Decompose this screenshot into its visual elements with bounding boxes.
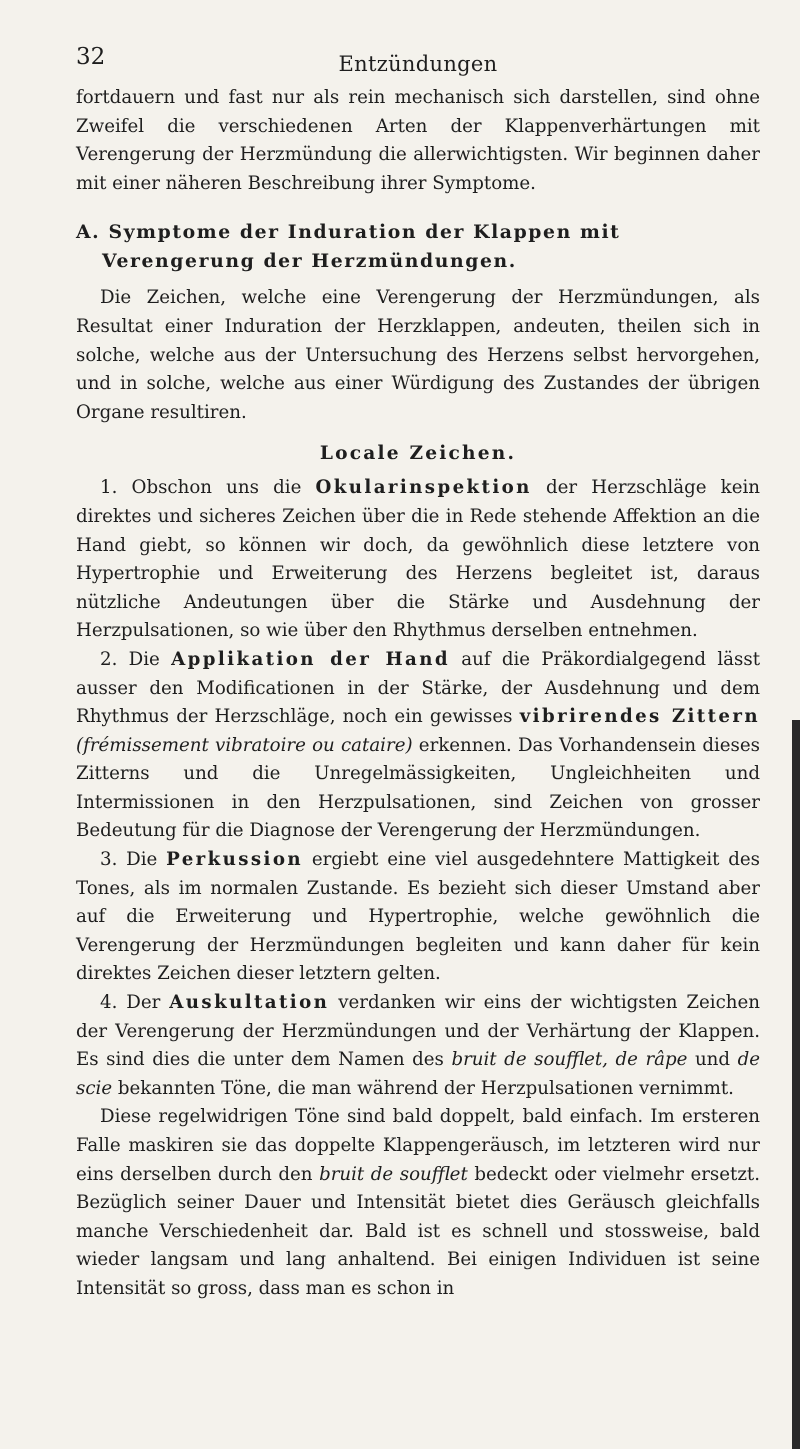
page-number: 32	[76, 44, 106, 70]
item-4-text-b: verdanken wir eins der wichtigsten Zeichen der Verengerung der Herzmündungen und der Verhärtung der Klappen. Es sind dies die unter dem Namen des	[76, 992, 760, 1071]
paragraph-signs-overview: Die Zeichen, welche eine Verengerung der Herzmündungen, als Resultat einer Induration der Herzklappen, andeuten, theilen sich in solche, welche aus der Untersuchung des Herzens selbst hervorgehen, und in solche, welche aus einer Würdigung des Zustandes der übrigen Organe resultiren.	[76, 287, 760, 423]
item-2-text-a: 2. Die	[100, 648, 172, 670]
section-heading-a: A. Symptome der Induration der Klappen mit Verengerung der Herzmündungen.	[76, 221, 621, 273]
item-1-text-a: 1. Obschon uns die	[100, 477, 316, 499]
last-text-b: bedeckt oder vielmehr ersetzt. Bezüglich seiner Dauer und Intensität bietet dies Geräusch gleichfalls manche Verschiedenheit dar. Bald ist es schnell und stossweise, bald wieder langsam und lang anhaltend. Bei einigen Individuen ist seine Intensität so gross, dass man es schon in	[76, 1163, 760, 1299]
item-1-term: Okularinspektion	[315, 477, 532, 499]
item-2-term-2: vibrirendes Zittern	[519, 706, 760, 728]
item-4-italic-2: de scie	[76, 1049, 760, 1099]
item-1-text-b: der Herzschläge kein direktes und sicheres Zeichen über die in Rede stehende Affektion an die Hand giebt, so können wir doch, da gewöhnlich diese letztere von Hypertrophie und Erweiterung des Herzens begleitet ist, daraus nützliche Andeutungen über die Stärke und Ausdehnung der Herzpulsationen, so wie über den Rhythmus derselben entnehmen.	[76, 477, 760, 642]
paragraph-irregular-sounds	[76, 1103, 760, 1303]
list-item-1	[76, 474, 760, 646]
list-item-4	[76, 989, 760, 1103]
item-2-italic: (frémissement vibratoire ou cataire)	[76, 734, 413, 756]
list-item-3	[76, 846, 760, 989]
list-item-2	[76, 646, 760, 846]
item-2-text-b: auf die Präkordialgegend lässt ausser den Modificationen in der Stärke, der Ausdehnung und dem Rhythmus der Herzschläge, noch ein gewisses	[76, 648, 760, 728]
last-text-a: Diese regelwidrigen Töne sind bald doppelt, bald einfach. Im ersteren Falle maskiren sie das doppelte Klappengeräusch, im letzteren wird nur eins derselben durch den	[76, 1106, 760, 1185]
subheading-local-signs: Locale Zeichen.	[319, 443, 517, 465]
last-italic: bruit de soufflet	[319, 1163, 468, 1185]
item-3-text-b: ergiebt eine viel ausgedehntere Mattigkeit des Tones, als im normalen Zustande. Es bezieht sich dieser Umstand aber auf die Erweiterung und Hypertrophie, welche gewöhnlich die Verengerung der Herzmündungen begleiten und kann daher für kein direktes Zeichen dieser letztern gelten.	[76, 849, 760, 985]
item-2-term: Applikation der Hand	[171, 648, 450, 670]
running-title: Entzündungen	[338, 52, 498, 76]
item-4-text-a: 4. Der	[100, 992, 170, 1014]
item-3-term: Perkussion	[166, 849, 304, 871]
item-4-italic-1: bruit de soufflet, de râpe	[451, 1049, 688, 1071]
running-head	[76, 44, 760, 84]
item-4-term: Auskultation	[169, 992, 330, 1014]
item-4-text-c: und	[687, 1049, 738, 1071]
paragraph-intro: fortdauern und fast nur als rein mechanisch sich darstellen, sind ohne Zweifel die verschiedenen Arten der Klappenverhärtungen mit Verengerung der Herzmündung die allerwichtigsten. Wir beginnen daher mit einer näheren Beschreibung ihrer Symptome.	[76, 87, 760, 194]
item-3-text-a: 3. Die	[100, 849, 167, 871]
item-4-text-d: bekannten Töne, die man während der Herzpulsationen vernimmt.	[112, 1077, 734, 1099]
item-2-text-c: erkennen. Das Vorhandensein dieses Zitterns und die Unregelmässigkeiten, Ungleichheiten und Intermissionen in den Herzpulsationen, sind Zeichen von grosser Bedeutung für die Diagnose der Verengerung der Herzmündungen.	[76, 734, 760, 842]
page-body	[76, 44, 760, 1304]
page-edge-shadow	[792, 720, 800, 1449]
